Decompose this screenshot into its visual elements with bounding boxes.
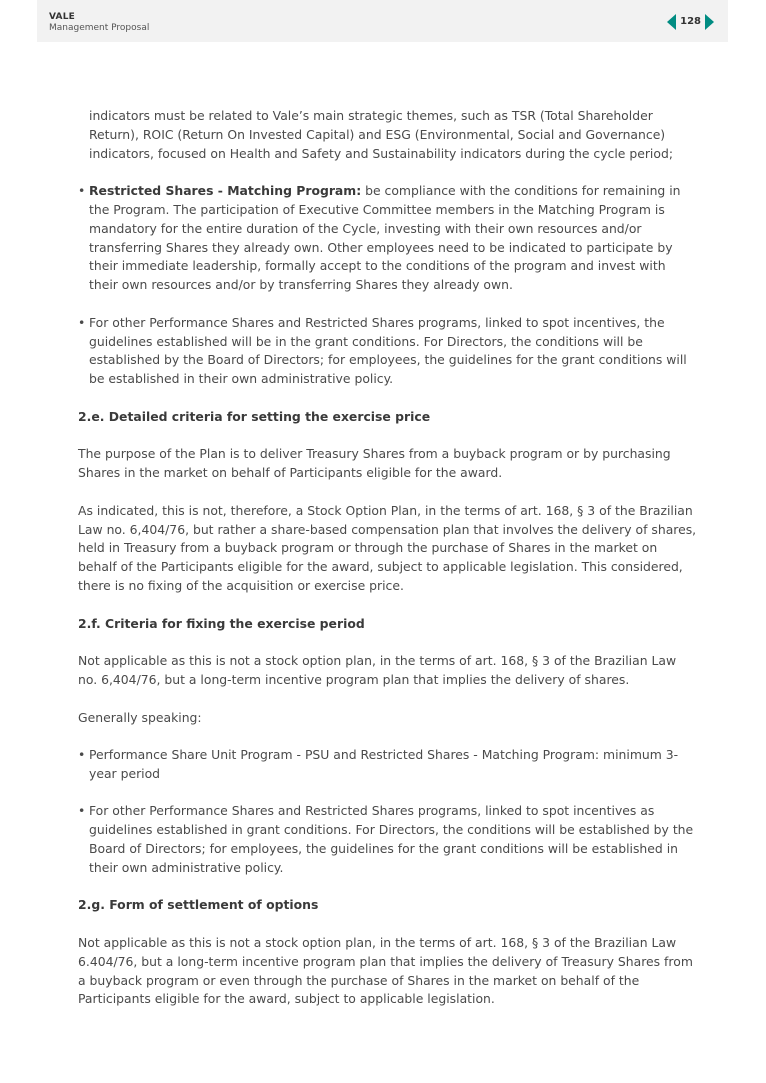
bullet-item-other-programs-period: [78, 802, 698, 877]
paragraph-continued: indicators must be related to Vale’s main strategic themes, such as TSR (Total Shareholder Return), ROIC (Return On Invested Capital) and ESG (Environmental, Social and Governance) indicators, focused on Health and Safety and Sustainability indicators during the cycle period;: [89, 108, 673, 161]
paragraph: The purpose of the Plan is to deliver Treasury Shares from a buyback program or by purchasing Shares in the market on behalf of Participants eligible for the award.: [78, 446, 671, 481]
document-subtitle: Management Proposal: [49, 23, 150, 33]
page-navigator: [667, 14, 714, 30]
bullet-text: For other Performance Shares and Restricted Shares programs, linked to spot incentives as guidelines established in grant conditions. For Directors, the conditions will be established by the Board of Directors; for employees, the guidelines for the grant conditions will be established in their own administrative policy.: [89, 803, 694, 875]
section-heading-2e: 2.e. Detailed criteria for setting the exercise price: [78, 408, 431, 424]
paragraph: Not applicable as this is not a stock option plan, in the terms of art. 168, § 3 of the Brazilian Law 6.404/76, but a long-term incentive program plan that implies the delivery of Treasury Shares from a buyback program or even through the purchase of Shares in the market on behalf of the Participants eligible for the award, subject to applicable legislation.: [78, 935, 693, 1007]
bullet-icon: •: [78, 747, 86, 763]
bullet-icon: •: [78, 314, 86, 330]
paragraph: As indicated, this is not, therefore, a Stock Option Plan, in the terms of art. 168, § 3 of the Brazilian Law no. 6,404/76, but rather a share-based compensation plan that involves the delivery of shares, held in Treasury from a buyback program or through the purchase of Shares in the market on behalf of the Participants eligible for the award, subject to applicable legislation. This considered, there is no fixing of the acquisition or exercise price.: [78, 502, 697, 593]
bullet-icon: •: [78, 183, 86, 199]
bullet-text: For other Performance Shares and Restricted Shares programs, linked to spot incentives, the guidelines established will be in the grant conditions. For Directors, the conditions will be established by the Board of Directors; for employees, the guidelines for the grant conditions will be established in their own administrative policy.: [89, 314, 687, 387]
section-heading-2g: 2.g. Form of settlement of options: [78, 897, 319, 913]
document-body: [78, 107, 698, 1028]
paragraph: Generally speaking:: [78, 709, 202, 725]
page-number: 128: [680, 16, 701, 27]
section-heading-2f: 2.f. Criteria for fixing the exercise period: [78, 615, 365, 631]
bullet-item-other-programs: [78, 314, 698, 389]
bullet-item-psu-period: [78, 746, 698, 784]
bullet-text: be compliance with the conditions for remaining in the Program. The participation of Executive Committee members in the Matching Program is mandatory for the entire duration of the Cycle, investing with their own resources and/or transferring Shares they already own. Other employees need to be indicated to participate by their immediate leadership, formally accept to the conditions of the program and invest with their own resources and/or by transferring Shares they already own.: [89, 183, 681, 293]
bullet-text: Performance Share Unit Program - PSU and Restricted Shares - Matching Program: minimum 3-year period: [89, 747, 679, 781]
bullet-item-matching-program: [78, 182, 698, 295]
next-page-icon[interactable]: [705, 14, 714, 30]
bullet-bold-label: Restricted Shares - Matching Program:: [89, 183, 362, 199]
brand-name: VALE: [49, 12, 76, 22]
page-header: [37, 0, 728, 42]
paragraph: Not applicable as this is not a stock option plan, in the terms of art. 168, § 3 of the Brazilian Law no. 6,404/76, but a long-term incentive program plan that implies the delivery of shares.: [78, 653, 677, 687]
previous-page-icon[interactable]: [667, 14, 676, 30]
bullet-icon: •: [78, 803, 86, 819]
